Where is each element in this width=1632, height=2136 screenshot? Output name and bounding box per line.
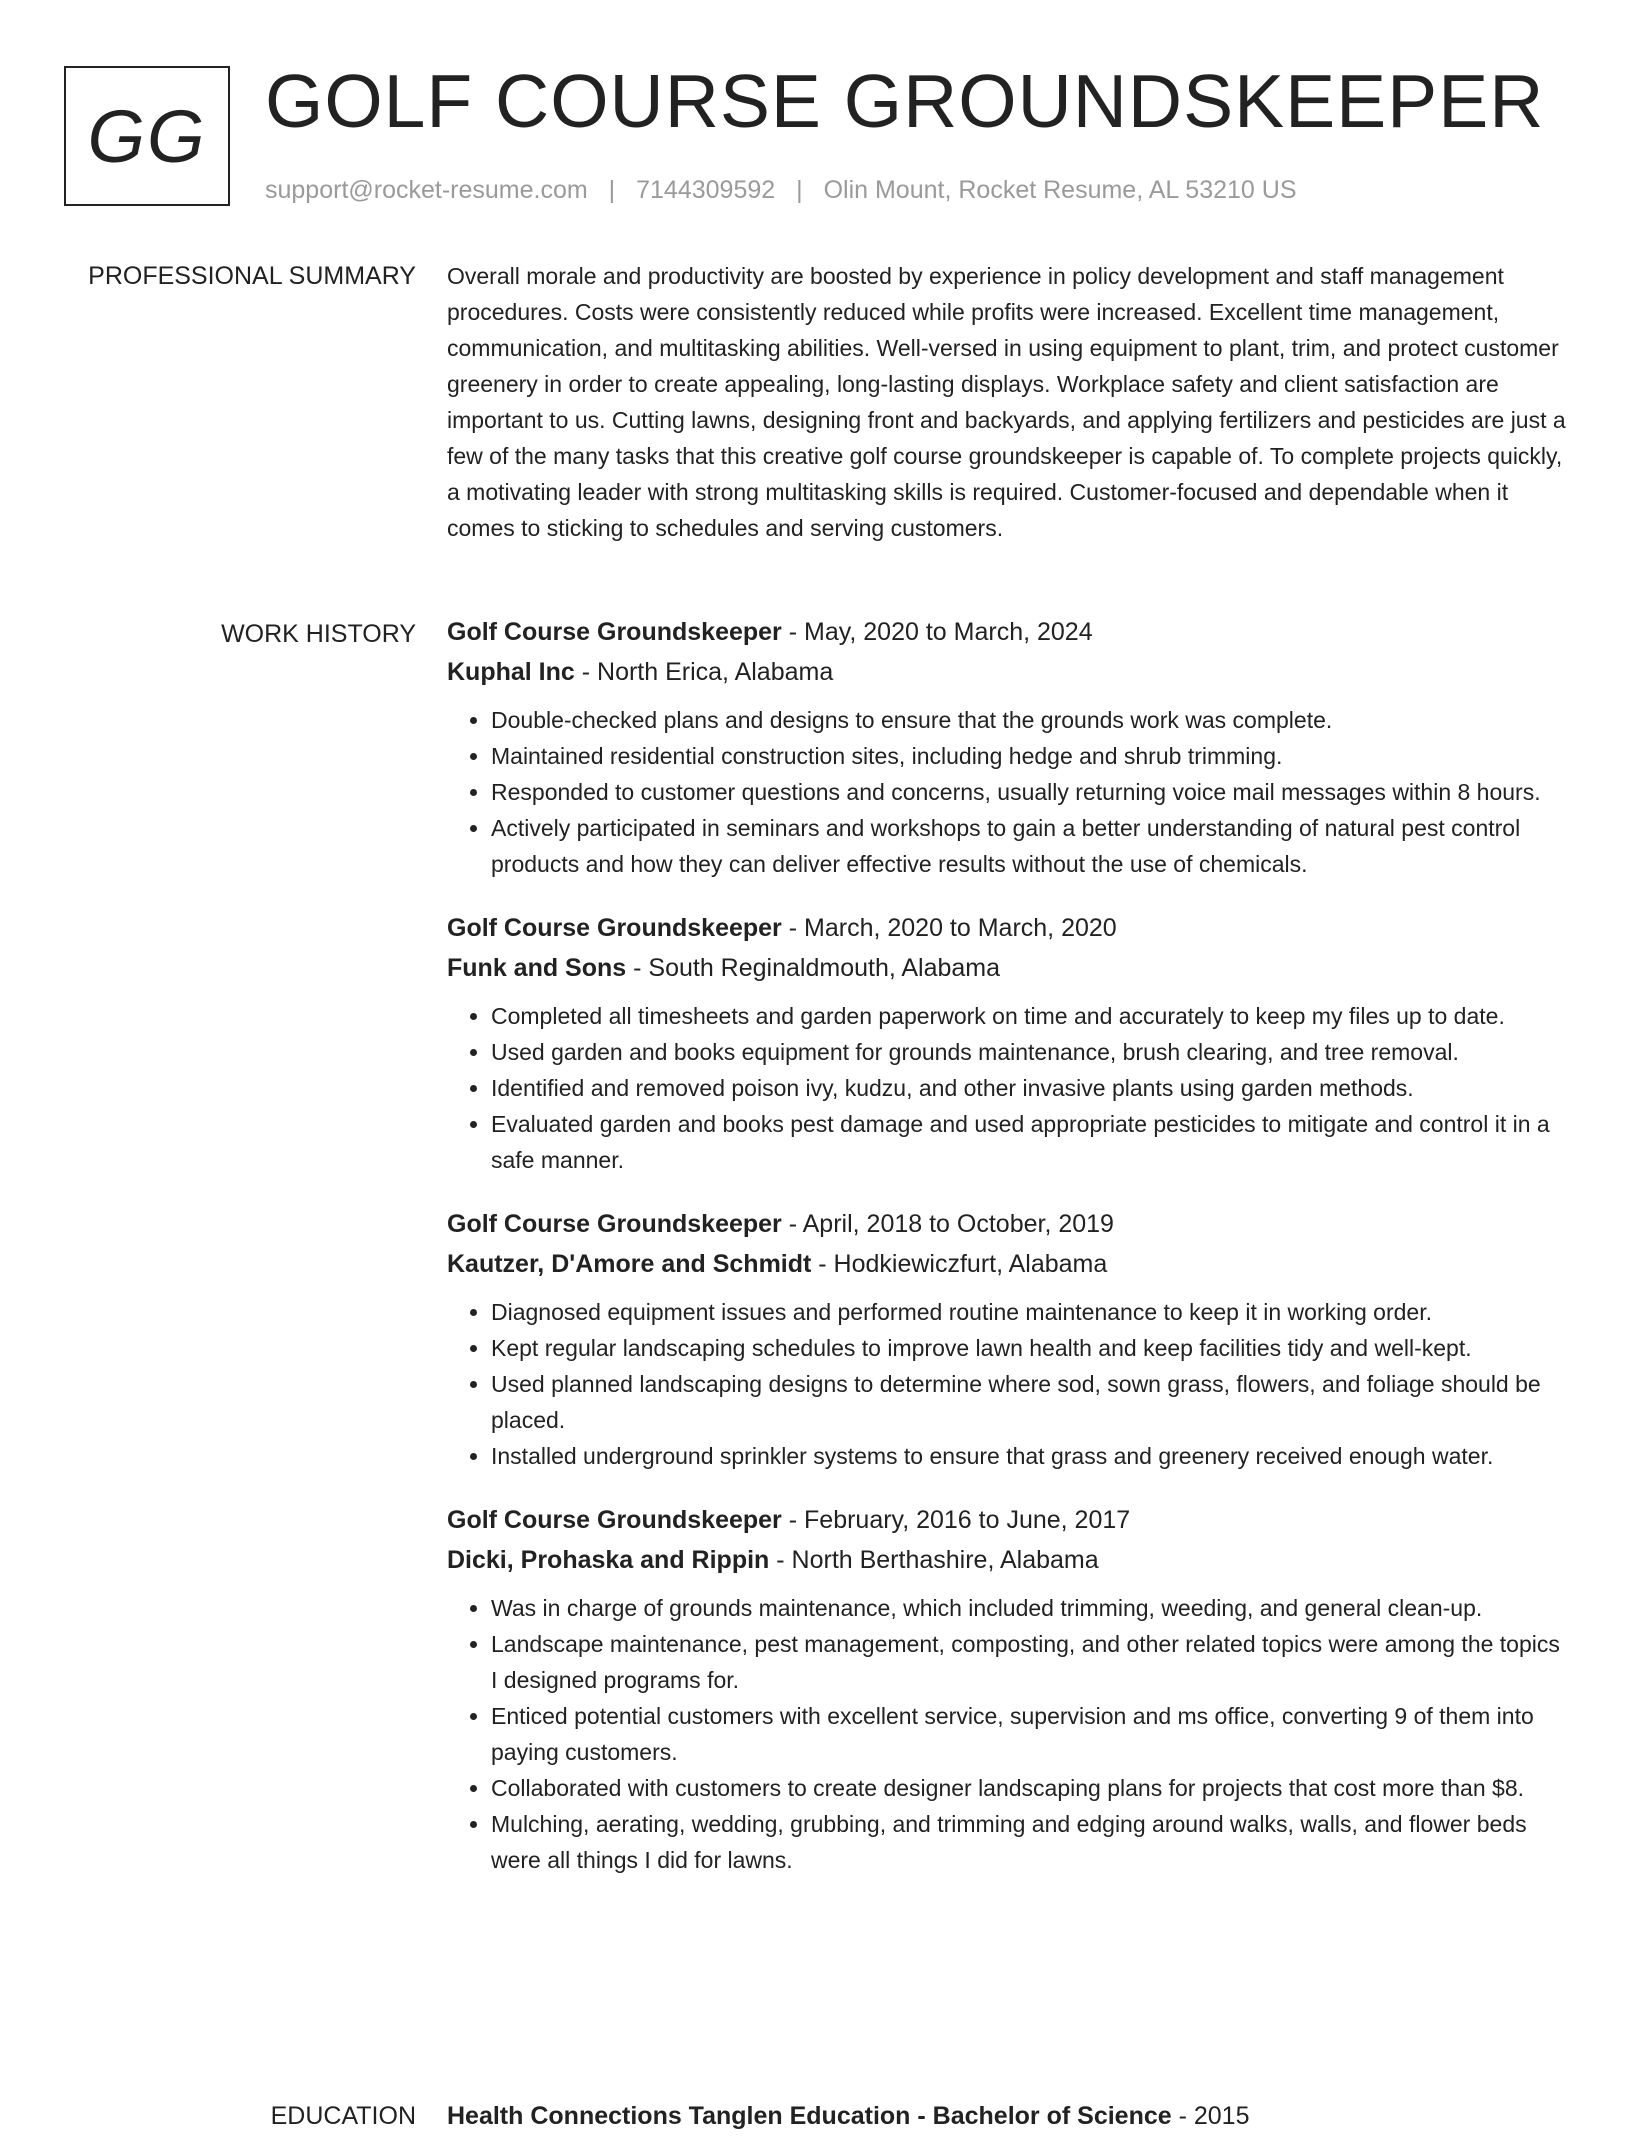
education-year: - 2015 xyxy=(1171,2102,1250,2130)
summary-body xyxy=(447,258,1567,546)
job-dates: - February, 2016 to June, 2017 xyxy=(781,1506,1131,1534)
section-label-summary: PROFESSIONAL SUMMARY xyxy=(88,262,416,290)
job-entry xyxy=(447,1204,1567,1474)
job-dates: - May, 2020 to March, 2024 xyxy=(781,618,1093,646)
contact-phone[interactable]: 7144309592 xyxy=(636,176,776,204)
summary-text: Overall morale and productivity are boosted by experience in policy development and staff management procedures. Costs were consistently reduced while profits were increased. Excellent time management, communication, and multitasking abilities. Well-versed in using equipment to plant, trim, and protect customer greenery in order to create appealing, long-lasting displays. Workplace safety and client satisfaction are important to us. Cutting lawns, designing front and backyards, and applying fertilizers and pesticides are just a few of the many tasks that this creative golf course groundskeeper is capable of. To complete projects quickly, a motivating leader with strong multitasking skills is required. Customer-focused and dependable when it comes to sticking to schedules and serving customers. xyxy=(447,263,1566,541)
job-bullet: • Installed underground sprinkler systems to ensure that grass and greenery received enough water. xyxy=(491,1438,1567,1474)
job-location: - South Reginaldmouth, Alabama xyxy=(626,954,1001,982)
job-bullet: • Kept regular landscaping schedules to improve lawn health and keep facilities tidy and well-kept. xyxy=(491,1330,1567,1366)
initials-monogram xyxy=(64,66,230,206)
job-title-line xyxy=(447,908,1567,948)
job-bullet: • Completed all timesheets and garden paperwork on time and accurately to keep my files up to date. xyxy=(491,998,1567,1034)
job-bullet: • Responded to customer questions and concerns, usually returning voice mail messages within 8 hours. xyxy=(491,774,1567,810)
job-company: Kuphal Inc xyxy=(447,658,575,686)
job-title-line xyxy=(447,1500,1567,1540)
resume-title: GOLF COURSE GROUNDSKEEPER xyxy=(265,59,1545,143)
job-bullets xyxy=(447,1294,1567,1474)
section-label-work-history: WORK HISTORY xyxy=(221,620,416,648)
job-dates: - April, 2018 to October, 2019 xyxy=(781,1210,1114,1238)
work-history-body xyxy=(447,612,1567,1904)
job-bullet: • Collaborated with customers to create designer landscaping plans for projects that cost more than $8. xyxy=(491,1770,1567,1806)
contact-email[interactable]: support@rocket-resume.com xyxy=(265,176,588,204)
contact-address: Olin Mount, Rocket Resume, AL 53210 US xyxy=(823,176,1297,204)
job-bullets xyxy=(447,1590,1567,1878)
education-line xyxy=(447,2096,1567,2136)
job-company-line xyxy=(447,652,1567,692)
job-title: Golf Course Groundskeeper xyxy=(447,914,782,942)
job-company: Dicki, Prohaska and Rippin xyxy=(447,1546,770,1574)
job-bullet: • Enticed potential customers with excellent service, supervision and ms office, converting 9 of them into paying customers. xyxy=(491,1698,1567,1770)
job-title-line xyxy=(447,612,1567,652)
job-bullet: • Diagnosed equipment issues and performed routine maintenance to keep it in working order. xyxy=(491,1294,1567,1330)
job-company-line xyxy=(447,1540,1567,1580)
job-location: - Hodkiewiczfurt, Alabama xyxy=(811,1250,1108,1278)
job-bullet: • Identified and removed poison ivy, kudzu, and other invasive plants using garden methods. xyxy=(491,1070,1567,1106)
job-title-line xyxy=(447,1204,1567,1244)
job-bullet: • Evaluated garden and books pest damage and used appropriate pesticides to mitigate and control it in a safe manner. xyxy=(491,1106,1567,1178)
initials-text: GG xyxy=(87,94,207,178)
job-company: Kautzer, D'Amore and Schmidt xyxy=(447,1250,812,1278)
job-bullets xyxy=(447,702,1567,882)
section-label-education: EDUCATION xyxy=(270,2102,416,2130)
job-bullet: • Actively participated in seminars and workshops to gain a better understanding of natural pest control products and how they can deliver effective results without the use of chemicals. xyxy=(491,810,1567,882)
job-bullet: • Mulching, aerating, wedding, grubbing, and trimming and edging around walks, walls, and flower beds were all things I did for lawns. xyxy=(491,1806,1567,1878)
job-entry xyxy=(447,612,1567,882)
job-location: - North Berthashire, Alabama xyxy=(769,1546,1099,1574)
job-bullet: • Used planned landscaping designs to determine where sod, sown grass, flowers, and foliage should be placed. xyxy=(491,1366,1567,1438)
job-bullets xyxy=(447,998,1567,1178)
job-bullet: • Used garden and books equipment for grounds maintenance, brush clearing, and tree removal. xyxy=(491,1034,1567,1070)
job-company: Funk and Sons xyxy=(447,954,627,982)
education-body xyxy=(447,2096,1567,2136)
job-bullet: • Was in charge of grounds maintenance, which included trimming, weeding, and general clean-up. xyxy=(491,1590,1567,1626)
job-dates: - March, 2020 to March, 2020 xyxy=(781,914,1117,942)
job-title: Golf Course Groundskeeper xyxy=(447,618,782,646)
job-bullet: • Maintained residential construction sites, including hedge and shrub trimming. xyxy=(491,738,1567,774)
job-company-line xyxy=(447,948,1567,988)
job-company-line xyxy=(447,1244,1567,1284)
job-bullet: • Landscape maintenance, pest management, composting, and other related topics were among the topics I designed programs for. xyxy=(491,1626,1567,1698)
contact-line xyxy=(265,176,1297,205)
job-bullet: • Double-checked plans and designs to ensure that the grounds work was complete. xyxy=(491,702,1567,738)
job-entry xyxy=(447,1500,1567,1878)
education-degree: Health Connections Tanglen Education - Bachelor of Science xyxy=(447,2102,1172,2130)
contact-separator: | xyxy=(608,176,616,204)
job-title: Golf Course Groundskeeper xyxy=(447,1506,782,1534)
job-title: Golf Course Groundskeeper xyxy=(447,1210,782,1238)
contact-separator: | xyxy=(796,176,803,204)
job-location: - North Erica, Alabama xyxy=(574,658,834,686)
job-entry xyxy=(447,908,1567,1178)
